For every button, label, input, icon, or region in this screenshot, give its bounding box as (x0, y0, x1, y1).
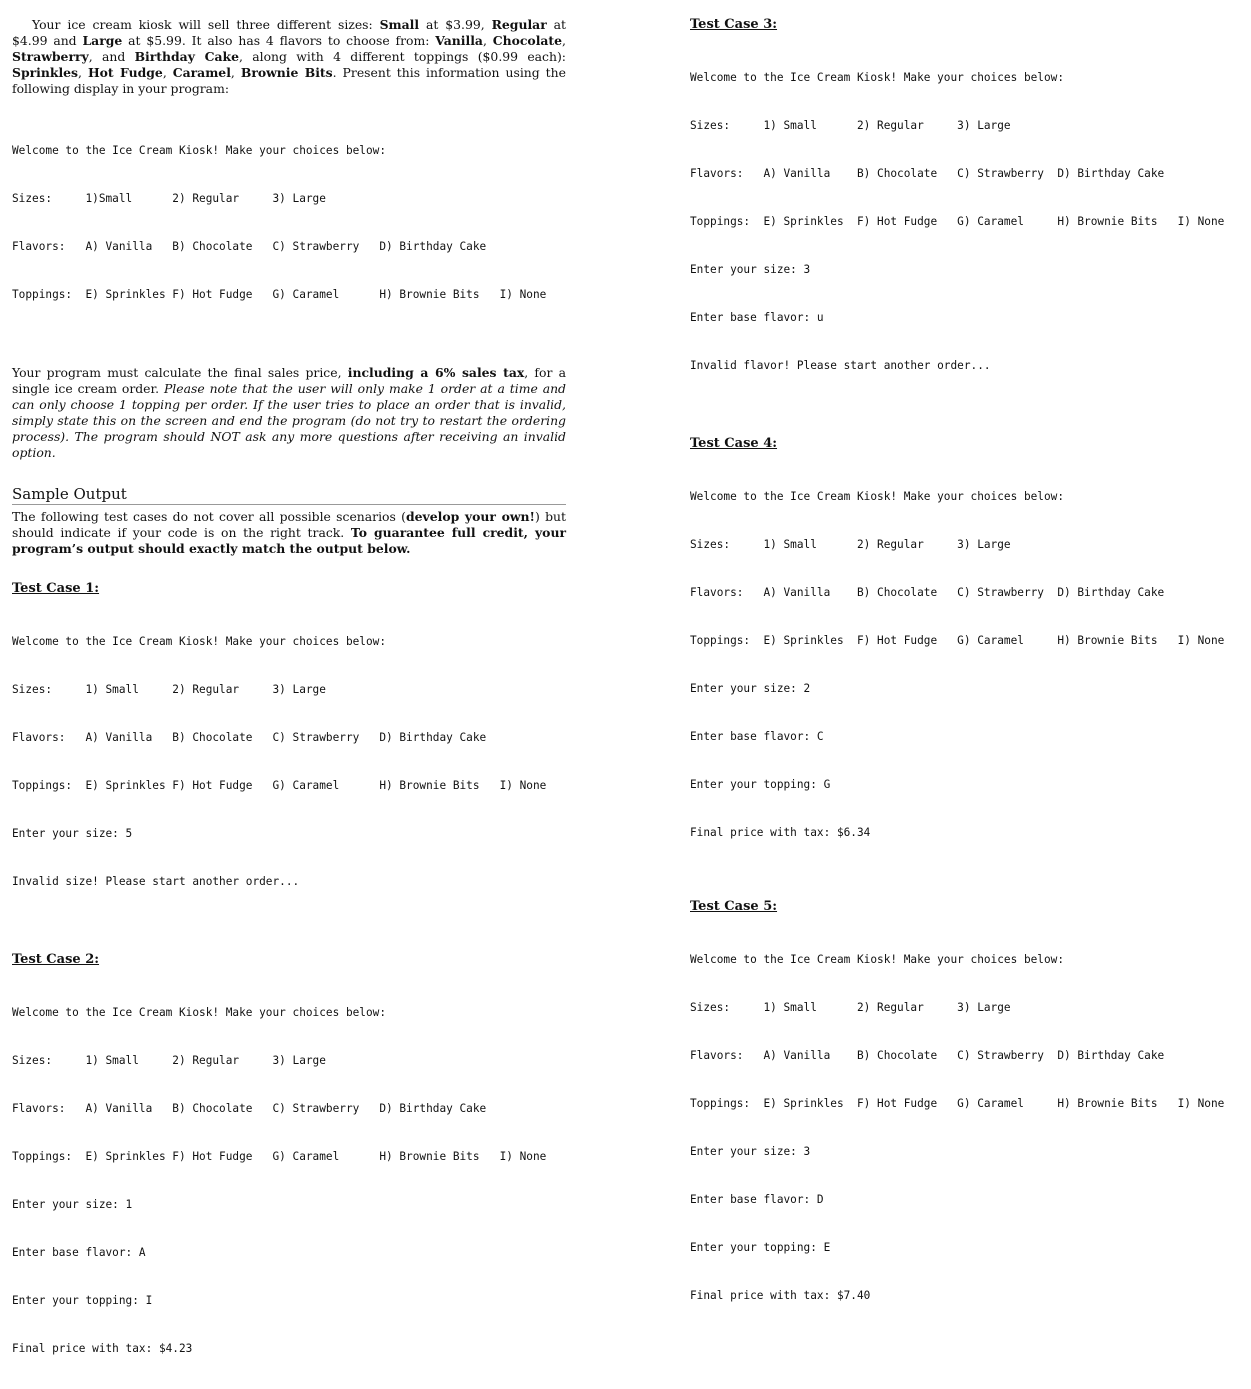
code-line: Toppings: E) Sprinkles F) Hot Fudge G) Caramel H) Brownie Bits I) None (12, 1150, 547, 1163)
flavor-chocolate: Chocolate (492, 33, 563, 48)
intro-text: , (230, 65, 241, 80)
code-line: Sizes: 1) Small 2) Regular 3) Large (12, 1054, 326, 1067)
code-line: Sizes: 1) Small 2) Regular 3) Large (690, 119, 1011, 132)
requirements-paragraph (12, 365, 566, 461)
code-line: Toppings: E) Sprinkles F) Hot Fudge G) Caramel H) Brownie Bits I) None (12, 779, 547, 792)
size-large: Large (82, 33, 123, 48)
intro-text: , (482, 33, 493, 48)
size-regular: Regular (491, 17, 547, 32)
size-small: Small (379, 17, 420, 32)
code-line: Enter your size: 2 (690, 682, 811, 695)
code-line: Final price with tax: $6.34 (690, 826, 871, 839)
requirements-text: , for a single ice cream order. (12, 365, 566, 396)
intro-text: , (78, 65, 88, 80)
code-line: Enter your topping: I (12, 1294, 153, 1307)
test-case-4 (690, 436, 1246, 873)
topping-caramel: Caramel (172, 65, 231, 80)
topping-hot-fudge: Hot Fudge (87, 65, 163, 80)
order-rules-note: Please note that the user will only make 1 order at a time and can only choose 1 topping per order. If the user tries to place an order that is invalid, simply state this on the screen and end the program (do not try to restart the ordering process). The program should NOT ask any more questions after receiving an invalid option. (12, 381, 566, 460)
develop-own-note: develop your own! (406, 509, 535, 524)
intro-paragraph (12, 17, 566, 97)
sample-output-paragraph (12, 509, 566, 557)
console-output (690, 457, 1246, 873)
code-line: Flavors: A) Vanilla B) Chocolate C) Strawberry D) Birthday Cake (690, 167, 1165, 180)
test-case-title: Test Case 5: (690, 899, 778, 914)
flavor-birthday-cake: Birthday Cake (134, 49, 239, 64)
right-column (690, 0, 1246, 1336)
intro-text: . Present this information using the following display in your program: (12, 65, 566, 96)
topping-sprinkles: Sprinkles (12, 65, 79, 80)
section-heading-sample-output: Sample Output (12, 485, 566, 505)
code-line: Final price with tax: $7.40 (690, 1289, 871, 1302)
full-credit-note: To guarantee full credit, your program’s output should exactly match the output below. (12, 525, 566, 556)
intro-text: , (562, 33, 566, 48)
test-case-1 (12, 581, 566, 922)
code-line: Enter your topping: G (690, 778, 831, 791)
code-line: Invalid flavor! Please start another order... (690, 359, 991, 372)
display-menu-block (12, 111, 566, 335)
code-line: Invalid size! Please start another order... (12, 875, 300, 888)
code-line: Flavors: A) Vanilla B) Chocolate C) Strawberry D) Birthday Cake (690, 1049, 1165, 1062)
code-line: Enter your size: 3 (690, 1145, 811, 1158)
intro-text: , and (88, 49, 135, 64)
code-line: Enter base flavor: u (690, 311, 824, 324)
intro-text: , (162, 65, 173, 80)
code-line: Enter your size: 3 (690, 263, 811, 276)
intro-text: Your ice cream kiosk will sell three different sizes: (32, 17, 380, 32)
code-line: Sizes: 1)Small 2) Regular 3) Large (12, 192, 326, 205)
code-line: Enter your topping: E (690, 1241, 831, 1254)
code-line: Enter base flavor: C (690, 730, 824, 743)
console-output (690, 920, 1246, 1336)
code-line: Enter base flavor: A (12, 1246, 146, 1259)
console-output (12, 602, 566, 922)
code-line: Toppings: E) Sprinkles F) Hot Fudge G) Caramel H) Brownie Bits I) None (690, 215, 1225, 228)
code-line: Enter your size: 1 (12, 1198, 133, 1211)
code-line: Flavors: A) Vanilla B) Chocolate C) Strawberry D) Birthday Cake (690, 586, 1165, 599)
left-column (12, 0, 566, 1389)
code-line: Enter your size: 5 (12, 827, 133, 840)
code-line: Final price with tax: $4.23 (12, 1342, 193, 1355)
test-case-title: Test Case 4: (690, 436, 778, 451)
code-line: Sizes: 1) Small 2) Regular 3) Large (12, 683, 326, 696)
requirements-text: Your program must calculate the final sales price, (12, 365, 348, 380)
code-line: Flavors: A) Vanilla B) Chocolate C) Strawberry D) Birthday Cake (12, 1102, 487, 1115)
sample-output-text: ) but should indicate if your code is on the right track. (12, 509, 566, 540)
code-line: Flavors: A) Vanilla B) Chocolate C) Strawberry D) Birthday Cake (12, 731, 487, 744)
code-line: Welcome to the Ice Cream Kiosk! Make your choices below: (12, 144, 387, 157)
flavor-vanilla: Vanilla (435, 33, 483, 48)
code-line: Welcome to the Ice Cream Kiosk! Make your choices below: (12, 1006, 387, 1019)
code-line: Toppings: E) Sprinkles F) Hot Fudge G) Caramel H) Brownie Bits I) None (690, 634, 1225, 647)
intro-text: , along with 4 different toppings ($0.99 each): (238, 49, 566, 64)
console-output (690, 38, 1246, 406)
intro-text: at $3.99, (419, 17, 492, 32)
code-line: Welcome to the Ice Cream Kiosk! Make your choices below: (690, 953, 1065, 966)
sales-tax-note: including a 6% sales tax (347, 365, 525, 380)
test-case-2 (12, 952, 566, 1389)
code-line: Sizes: 1) Small 2) Regular 3) Large (690, 1001, 1011, 1014)
test-case-title: Test Case 1: (12, 581, 100, 596)
intro-text: at $5.99. It also has 4 flavors to choose from: (122, 33, 436, 48)
flavor-strawberry: Strawberry (12, 49, 89, 64)
intro-text: at $4.99 and (12, 17, 567, 48)
code-line: Enter base flavor: D (690, 1193, 824, 1206)
console-output (12, 973, 566, 1389)
code-line: Sizes: 1) Small 2) Regular 3) Large (690, 538, 1011, 551)
code-line: Flavors: A) Vanilla B) Chocolate C) Strawberry D) Birthday Cake (12, 240, 487, 253)
test-case-5 (690, 899, 1246, 1336)
test-case-title: Test Case 3: (690, 17, 778, 32)
topping-brownie-bits: Brownie Bits (240, 65, 333, 80)
code-line: Toppings: E) Sprinkles F) Hot Fudge G) Caramel H) Brownie Bits I) None (12, 288, 547, 301)
code-line: Welcome to the Ice Cream Kiosk! Make your choices below: (690, 490, 1065, 503)
test-case-title: Test Case 2: (12, 952, 100, 967)
sample-output-text: The following test cases do not cover all possible scenarios ( (12, 509, 406, 524)
test-case-3 (690, 17, 1246, 406)
code-line: Welcome to the Ice Cream Kiosk! Make your choices below: (690, 71, 1065, 84)
code-line: Welcome to the Ice Cream Kiosk! Make your choices below: (12, 635, 387, 648)
code-line: Toppings: E) Sprinkles F) Hot Fudge G) Caramel H) Brownie Bits I) None (690, 1097, 1225, 1110)
